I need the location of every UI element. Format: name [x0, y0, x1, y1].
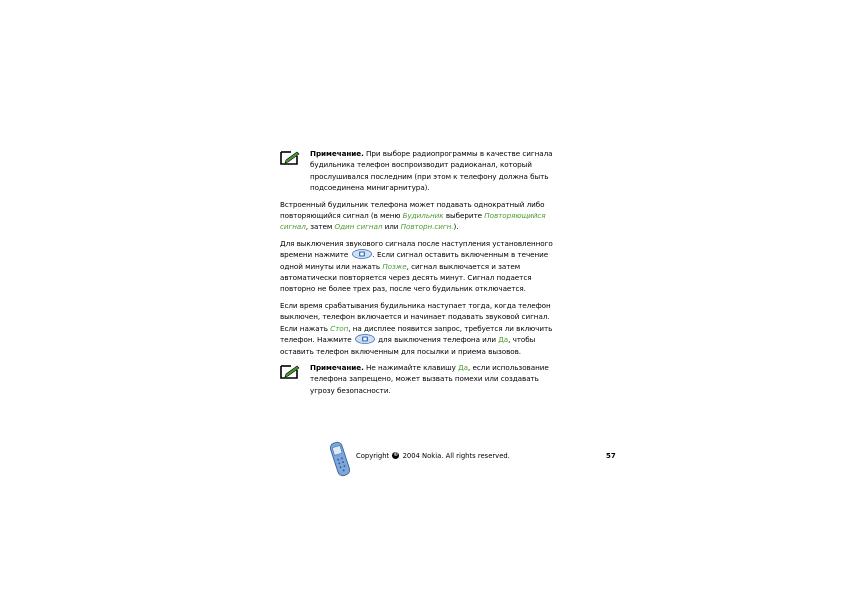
page-number: 57 — [606, 452, 616, 460]
page-content — [280, 148, 562, 396]
note-block-radio — [280, 148, 562, 194]
option-stop: Стоп — [330, 323, 349, 333]
paragraph-alarm-phone-off — [280, 300, 562, 357]
note-block-safety — [280, 362, 562, 396]
text-run: выберите — [443, 211, 485, 221]
note-text: При выборе радиопрограммы в качестве сигнала будильника телефон воспроизводит радиоканал, который прослушивался последним (при этом к телефону должна быть подсоединена минигарнитура). — [310, 149, 553, 193]
note-title: Примечание. — [310, 362, 364, 372]
menu-alarm-link: Будильник — [402, 211, 444, 221]
option-repeat: Повторяющийся сигнал — [280, 211, 546, 232]
note-pencil-icon — [280, 364, 300, 379]
footer-copyright — [356, 452, 510, 460]
option-once: Один сигнал — [334, 222, 383, 232]
text-run: , на дисплее появится запрос, требуется ли включить телефон. Нажмите — [280, 323, 553, 345]
note-title: Примечание. — [310, 149, 364, 158]
copyright-text: 2004 Nokia. All rights reserved. — [402, 452, 510, 460]
note-pencil-icon — [280, 150, 300, 165]
nokia-phone-icon — [327, 440, 353, 478]
text-run: , чтобы оставить телефон включенным для посылки и приема вызовов. — [280, 335, 536, 356]
copyright-prefix: Copyright — [356, 452, 390, 460]
option-repeat-short: Повторн.сигн. — [400, 222, 454, 232]
option-yes: Да — [458, 362, 469, 372]
text-run: ). — [453, 222, 459, 232]
end-call-key-icon — [355, 334, 375, 344]
text-run: Для выключения звукового сигнала после наступления установленного времени нажмите — [280, 238, 553, 260]
paragraph-alarm-stop — [280, 238, 562, 295]
text-run: или — [382, 222, 401, 232]
text-run: Если время срабатывания будильника наступает тогда, когда телефон выключен, телефон включается и начинает подавать звуковой сигнал. Если нажать — [280, 300, 551, 333]
text-run: , сигнал выключается и затем автоматически повторяется через десять минут. Сигнал подается повторно не более трех раз, после чего будильник отключается. — [280, 261, 532, 294]
text-run: , затем — [305, 222, 335, 232]
paragraph-alarm-modes — [280, 199, 562, 233]
text-run: . Если сигнал оставить включенным в течение одной минуты или нажать — [280, 250, 549, 271]
text-run: , если использование телефона запрещено, может вызвать помехи или создавать угрозу безопасности. — [310, 362, 549, 395]
end-call-key-icon — [352, 249, 372, 259]
text-run: Встроенный будильник телефона может подавать однократный либо повторяющийся сигнал (в меню — [280, 199, 545, 221]
option-later: Позже — [382, 261, 407, 271]
copyright-symbol: © — [393, 452, 399, 458]
option-yes: Да — [498, 335, 509, 345]
text-run: Не нажимайте клавишу — [363, 362, 459, 372]
text-run: для выключения телефона или — [375, 335, 499, 345]
